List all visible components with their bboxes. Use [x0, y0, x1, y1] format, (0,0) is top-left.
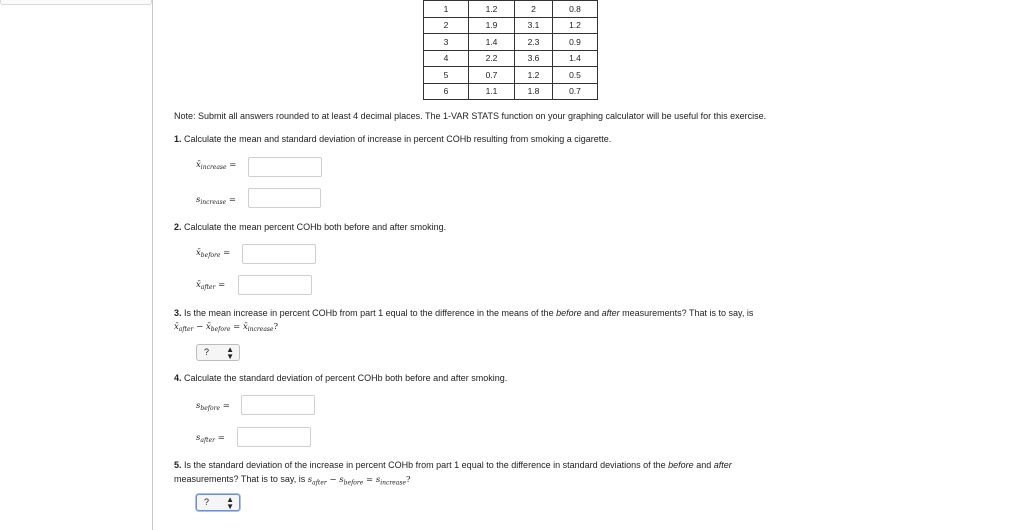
s-after-input[interactable] — [237, 427, 311, 447]
question-5-and: and — [693, 460, 714, 470]
table-cell: 4 — [424, 50, 469, 67]
s-after-label: $s_{after}$ = — [196, 433, 225, 444]
question-5-text-a: Is the standard deviation of the increase in percent COHb from part 1 equal to the difference in standard deviations of the — [184, 460, 669, 470]
question-5-before: before — [668, 460, 694, 470]
x-after-input[interactable] — [238, 275, 312, 295]
note-text: Note: Submit all answers rounded to at least 4 decimal places. The 1-VAR STATS function on your graphing calculator will be useful for this exercise. — [174, 111, 767, 121]
table-cell: 3.6 — [515, 50, 553, 67]
question-4-number: 4. — [174, 373, 182, 383]
table-cell: 1 — [424, 1, 469, 18]
data-table — [423, 0, 598, 100]
table-cell: 2 — [515, 1, 553, 18]
x-increase-input[interactable] — [248, 157, 322, 177]
select-arrows-icon: ▲ ▼ — [226, 345, 234, 361]
table-cell: 1.4 — [469, 34, 515, 51]
table-row — [424, 17, 598, 34]
table-cell: 2 — [424, 17, 469, 34]
table-cell: 5 — [424, 67, 469, 84]
question-3-after: after — [601, 308, 620, 318]
left-panel-box — [0, 0, 152, 5]
s-increase-label: $s_{increase}$ = — [196, 195, 236, 206]
table-cell: 6 — [424, 83, 469, 100]
question-5-equation: $s_{after} - s_{before} = s_{increase}$? — [307, 475, 411, 487]
table-cell: 3 — [424, 34, 469, 51]
table-row — [424, 50, 598, 67]
question-3-select-value: ? — [204, 347, 210, 357]
question-1-text: Calculate the mean and standard deviation of increase in percent COHb resulting from smoking a cigarette. — [184, 134, 612, 144]
table-cell: 0.9 — [553, 34, 598, 51]
table-cell: 1.1 — [469, 83, 515, 100]
question-5-after: after — [713, 460, 732, 470]
question-3-text-a: Is the mean increase in percent COHb from part 1 equal to the difference in the means of the — [184, 308, 557, 318]
table-cell: 1.2 — [515, 67, 553, 84]
question-2-text: Calculate the mean percent COHb both before and after smoking. — [184, 222, 447, 232]
table-row — [424, 34, 598, 51]
question-3-before: before — [556, 308, 582, 318]
x-after-label: $x̄_{after}$ = — [196, 280, 226, 291]
question-3-equation: $x̄_{after}$ − $x̄_{before}$ = $x̄_{increase}$? — [174, 322, 279, 333]
question-4-text: Calculate the standard deviation of percent COHb both before and after smoking. — [184, 373, 508, 383]
question-3-and: and — [581, 308, 602, 318]
table-cell: 2.3 — [515, 34, 553, 51]
table-cell: 1.2 — [553, 17, 598, 34]
question-5 — [174, 460, 732, 470]
table-cell: 1.4 — [553, 50, 598, 67]
table-cell: 3.1 — [515, 17, 553, 34]
table-cell: 1.9 — [469, 17, 515, 34]
question-3-select[interactable] — [196, 344, 240, 361]
s-before-label: $s_{before}$ = — [196, 401, 230, 412]
table-cell: 0.8 — [553, 1, 598, 18]
question-5-line-2 — [174, 474, 411, 487]
table-cell: 0.7 — [469, 67, 515, 84]
table-cell: 0.5 — [553, 67, 598, 84]
question-1 — [174, 134, 611, 144]
table-cell: 2.2 — [469, 50, 515, 67]
question-2-number: 2. — [174, 222, 182, 232]
x-before-input[interactable] — [242, 244, 316, 264]
question-3-number: 3. — [174, 308, 182, 318]
question-3 — [174, 308, 753, 318]
left-panel-divider — [152, 0, 153, 530]
question-1-number: 1. — [174, 134, 182, 144]
x-before-label: $x̄_{before}$ = — [196, 248, 231, 259]
question-5-line-2-text: measurements? That is to say, is — [174, 474, 306, 484]
table-cell: 1.2 — [469, 1, 515, 18]
question-5-select[interactable] — [196, 494, 240, 511]
x-increase-label: $x̄_{increase}$ = — [196, 160, 237, 171]
table-cell: 0.7 — [553, 83, 598, 100]
table-row — [424, 67, 598, 84]
question-3-text-b: measurements? That is to say, is — [619, 308, 754, 318]
s-before-input[interactable] — [241, 395, 315, 415]
table-row — [424, 83, 598, 100]
question-4 — [174, 373, 507, 383]
table-row — [424, 1, 598, 18]
question-5-number: 5. — [174, 460, 182, 470]
select-arrows-icon: ▲ ▼ — [226, 495, 234, 511]
table-cell: 1.8 — [515, 83, 553, 100]
question-2 — [174, 222, 446, 232]
s-increase-input[interactable] — [248, 188, 321, 208]
question-5-select-value: ? — [204, 497, 210, 507]
